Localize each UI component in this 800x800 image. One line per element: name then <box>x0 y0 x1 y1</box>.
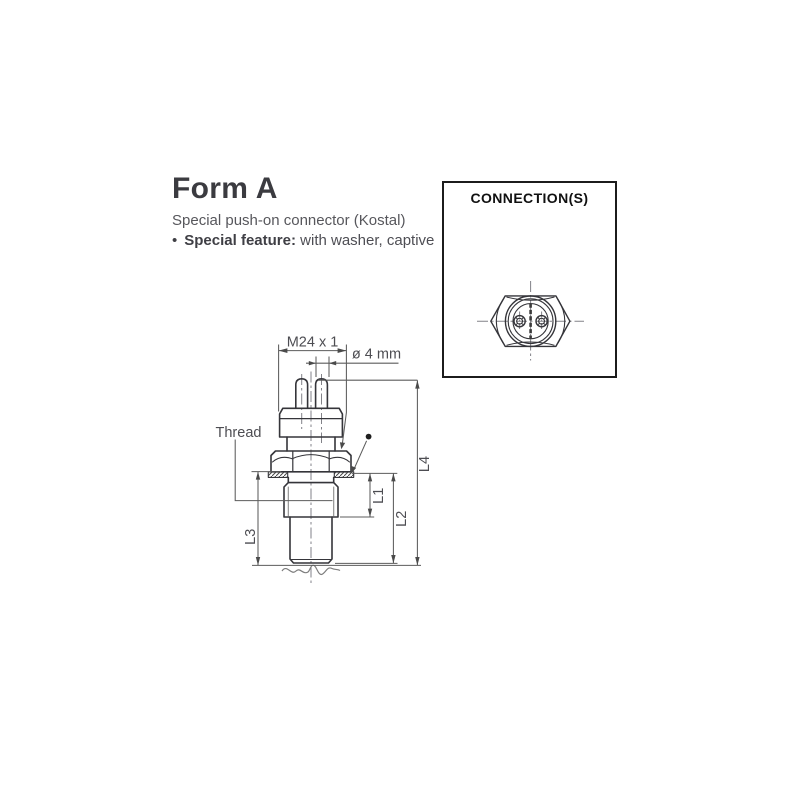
washer-left <box>268 472 287 478</box>
label-l3: L3 <box>242 528 259 545</box>
connection-panel-title: CONNECTION(S) <box>470 190 589 206</box>
drawing-labels <box>216 335 433 545</box>
label-thread: Thread <box>215 425 262 442</box>
label-l1: L1 <box>370 487 387 504</box>
page-title: Form A <box>172 172 278 205</box>
label-l2: L2 <box>393 510 410 527</box>
label-thread-size: M24 x 1 <box>286 334 339 351</box>
washer-feature-leader <box>351 441 367 475</box>
dim-l2 <box>335 473 398 563</box>
subtitle: Special push-on connector (Kostal) <box>172 212 406 229</box>
label-l4: L4 <box>416 455 433 473</box>
dim-thread-size <box>279 345 347 450</box>
label-pin-diameter: ø 4 mm <box>351 346 402 363</box>
bullet-icon: • <box>172 232 178 249</box>
dim-l1 <box>340 473 374 517</box>
dimension-lines <box>235 345 421 566</box>
feature-label: Special feature: <box>184 232 296 249</box>
feature-value: with washer, captive <box>300 232 435 249</box>
feature-dot <box>366 434 372 440</box>
dim-l3 <box>252 472 282 566</box>
